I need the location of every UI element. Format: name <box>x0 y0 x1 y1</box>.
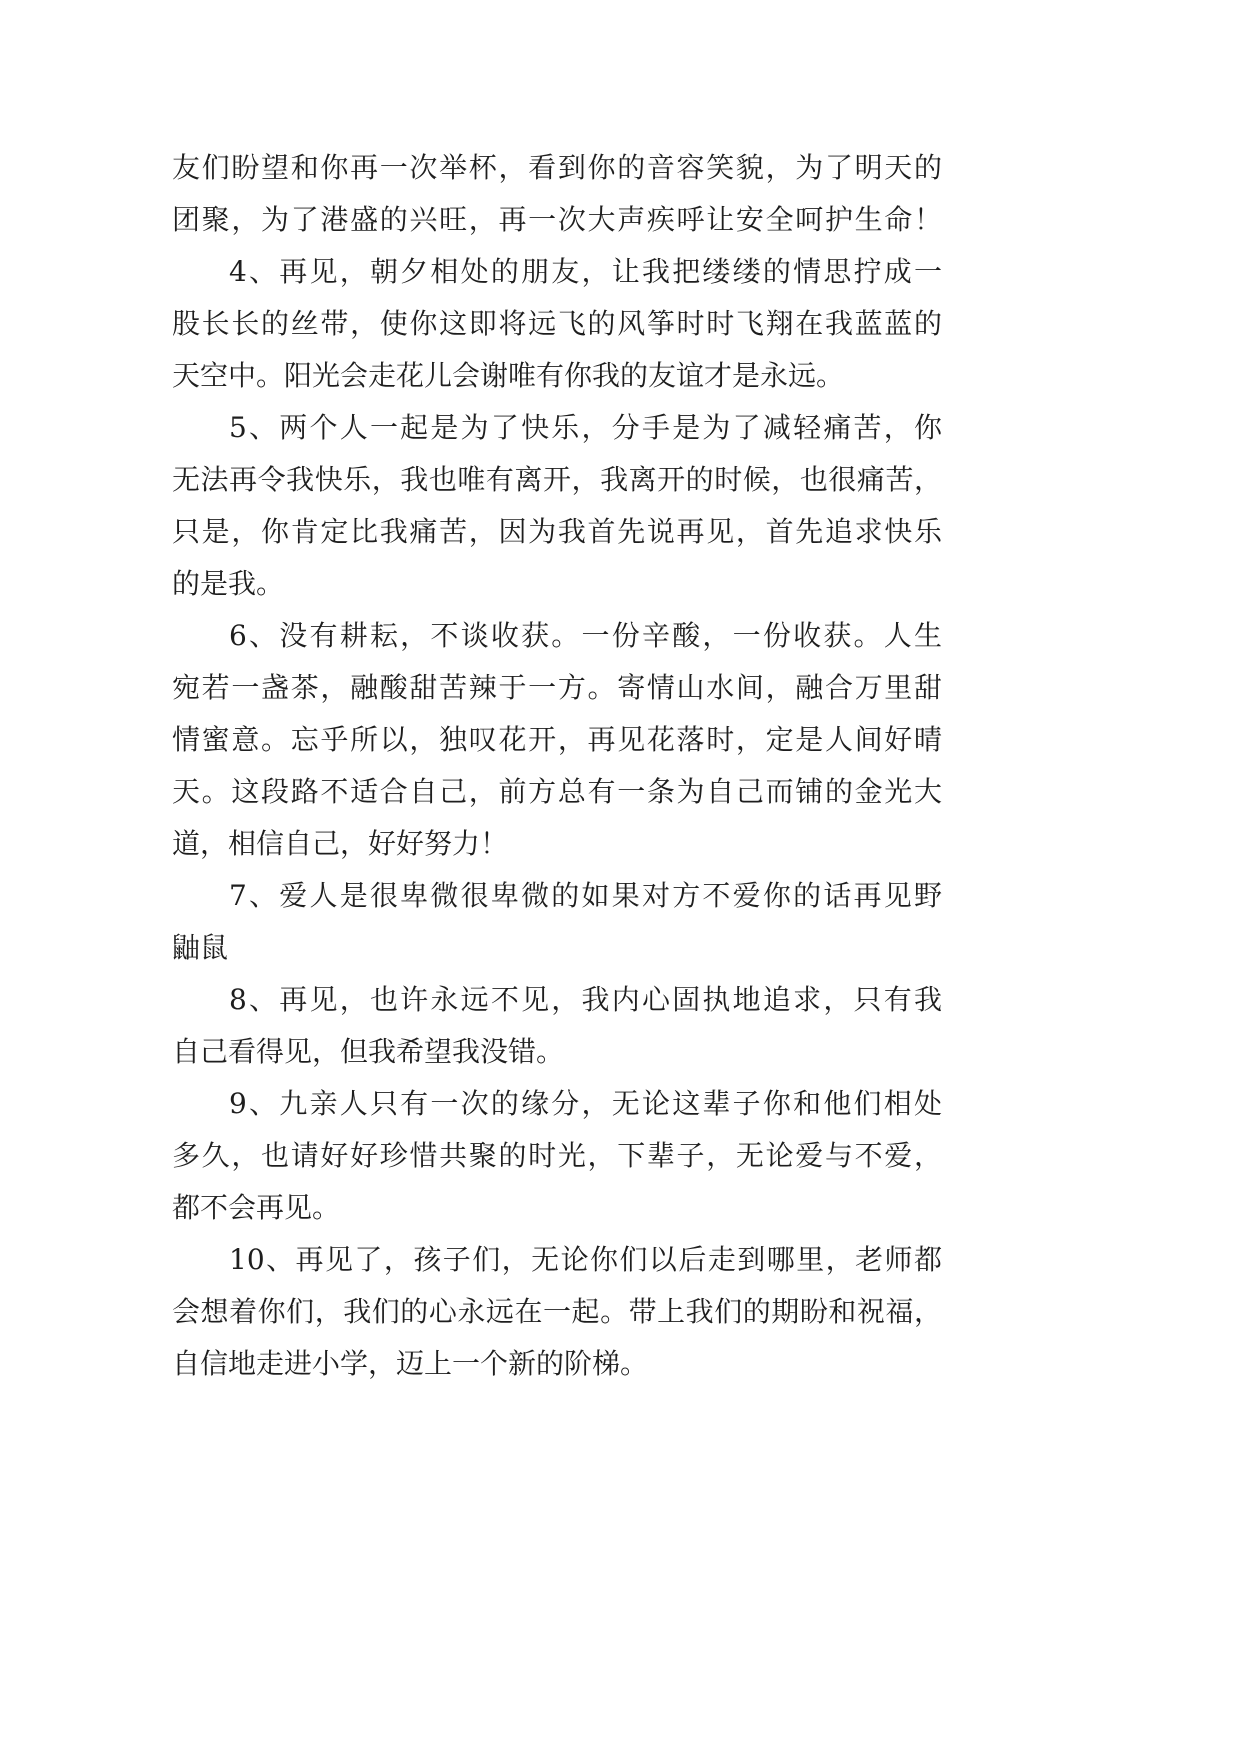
text-line: 鼬鼠 <box>172 931 229 964</box>
text-line: 股长长的丝带，使你这即将远飞的风筝时时飞翔在我蓝蓝的 <box>172 307 942 340</box>
text-line: 多久，也请好好珍惜共聚的时光，下辈子，无论爱与不爱， <box>172 1139 942 1172</box>
text-line: 8、再见，也许永远不见，我内心固执地追求，只有我 <box>229 983 942 1016</box>
text-column <box>172 142 942 1390</box>
text-line: 自己看得见，但我希望我没错。 <box>172 1035 565 1068</box>
paragraph-item-10 <box>172 1234 942 1390</box>
text-line: 6、没有耕耘，不谈收获。一份辛酸，一份收获。人生 <box>229 619 942 652</box>
text-line: 都不会再见。 <box>172 1191 341 1224</box>
text-line: 7、爱人是很卑微很卑微的如果对方不爱你的话再见野 <box>229 879 942 912</box>
text-line: 只是，你肯定比我痛苦，因为我首先说再见，首先追求快乐 <box>172 515 942 548</box>
text-line: 天空中。阳光会走花儿会谢唯有你我的友谊才是永远。 <box>172 359 845 392</box>
paragraph-item-9 <box>172 1078 942 1234</box>
paragraph-continued <box>172 142 942 246</box>
text-line: 道，相信自己，好好努力！ <box>172 827 509 860</box>
text-line: 友们盼望和你再一次举杯，看到你的音容笑貌，为了明天的 <box>172 151 942 184</box>
text-line: 宛若一盏茶，融酸甜苦辣于一方。寄情山水间，融合万里甜 <box>172 671 942 704</box>
paragraph-item-8 <box>172 974 942 1078</box>
text-line: 10、再见了，孩子们，无论你们以后走到哪里，老师都 <box>229 1243 942 1276</box>
text-line: 4、再见，朝夕相处的朋友，让我把缕缕的情思拧成一 <box>229 255 942 288</box>
text-line: 情蜜意。忘乎所以，独叹花开，再见花落时，定是人间好晴 <box>172 723 942 756</box>
paragraph-item-7 <box>172 870 942 974</box>
paragraph-item-4 <box>172 246 942 402</box>
paragraph-item-6 <box>172 610 942 870</box>
text-line: 无法再令我快乐，我也唯有离开，我离开的时候，也很痛苦， <box>172 463 942 496</box>
text-line: 5、两个人一起是为了快乐，分手是为了减轻痛苦，你 <box>229 411 942 444</box>
text-line: 会想着你们，我们的心永远在一起。带上我们的期盼和祝福， <box>172 1295 942 1328</box>
text-line: 的是我。 <box>172 567 285 600</box>
text-line: 团聚，为了港盛的兴旺，再一次大声疾呼让安全呵护生命！ <box>172 203 942 236</box>
text-line: 9、九亲人只有一次的缘分，无论这辈子你和他们相处 <box>229 1087 942 1120</box>
text-line: 天。这段路不适合自己，前方总有一条为自己而铺的金光大 <box>172 775 942 808</box>
text-line: 自信地走进小学，迈上一个新的阶梯。 <box>172 1347 649 1380</box>
paragraph-item-5 <box>172 402 942 610</box>
